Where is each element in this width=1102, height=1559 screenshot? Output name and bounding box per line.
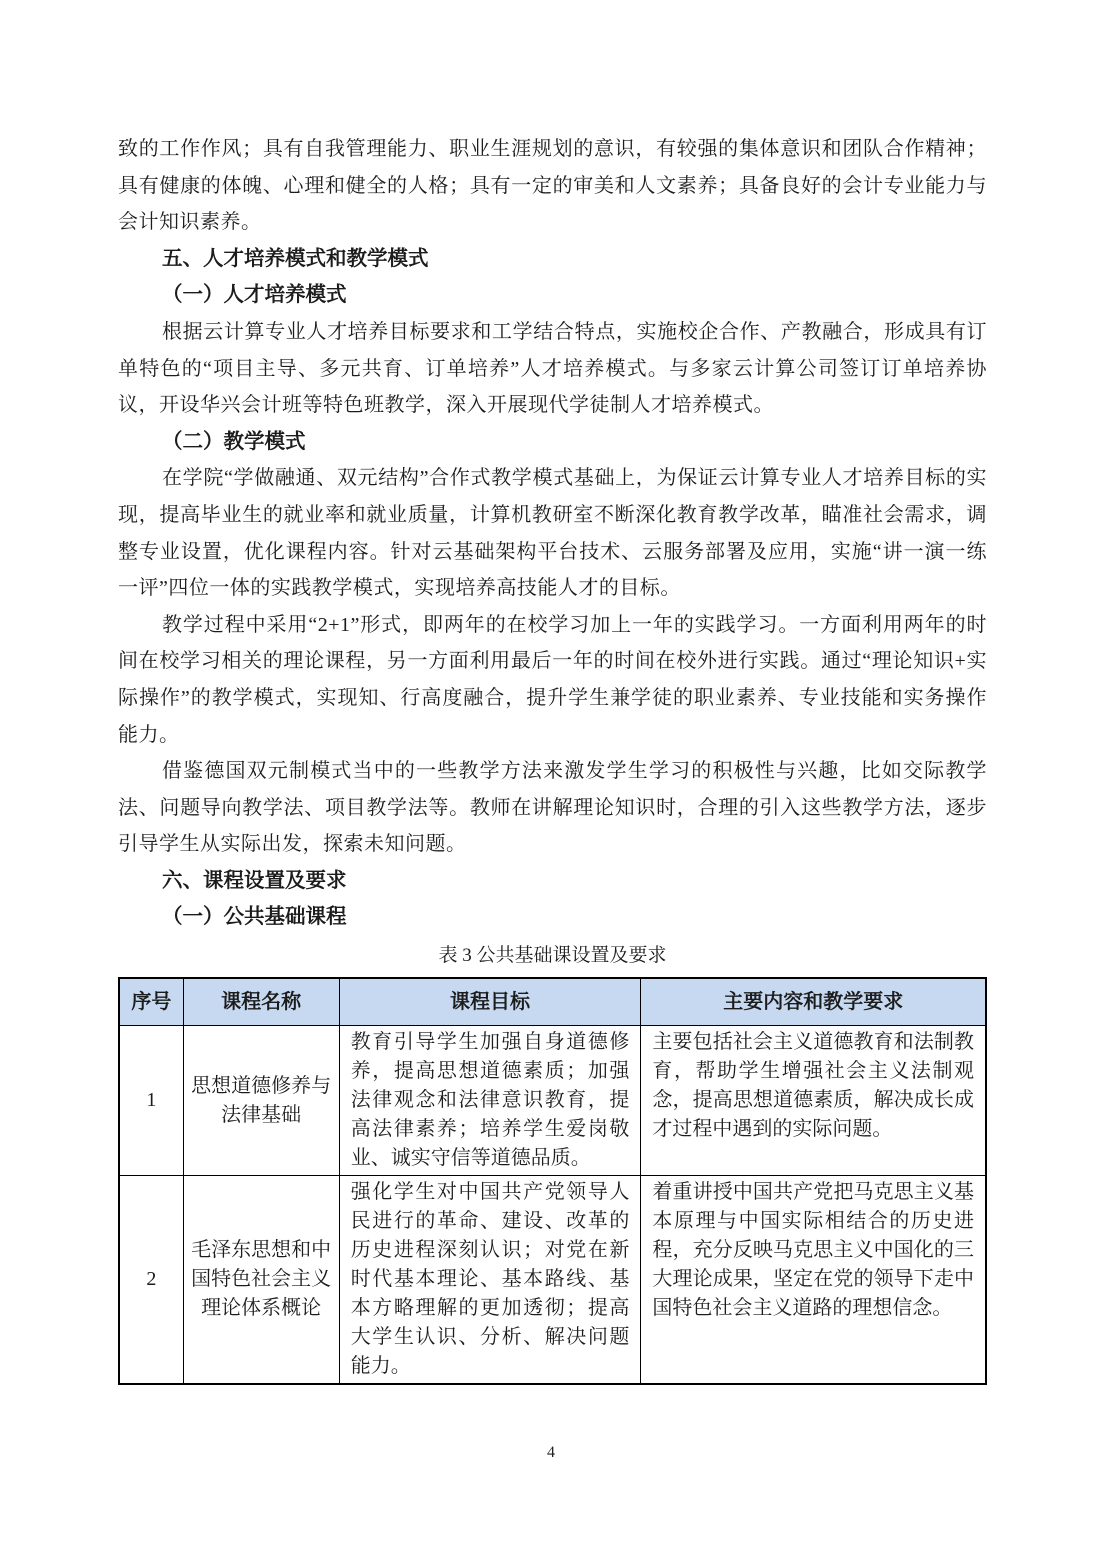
heading-5-1-talent-model: （一）人才培养模式 [162,284,347,307]
heading-section-5: 五、人才培养模式和教学模式 [162,247,429,270]
paragraph-continuation: 致的工作作风；具有自我管理能力、职业生涯规划的意识，有较强的集体意识和团队合作精神；具有健康的体魄、心理和健全的人格；具有一定的审美和人文素养；具备良好的会计专业能力与会计知识素养。 [118,138,987,234]
page-number: 4 [547,1444,555,1461]
cell-row1-number: 1 [119,1026,183,1176]
cell-row1-requirements: 主要包括社会主义道德教育和法制教育，帮助学生增强社会主义法制观念，提高思想道德素质，解决成长成才过程中遇到的实际问题。 [641,1026,986,1176]
cell-row2-requirements: 着重讲授中国共产党把马克思主义基本原理与中国实际相结合的历史进程，充分反映马克思主义中国化的三大理论成果，坚定在党的领导下走中国特色社会主义道路的理想信念。 [641,1176,986,1385]
paragraph-teaching-mode-3: 借鉴德国双元制模式当中的一些教学方法来激发学生学习的积极性与兴趣，比如交际教学法、问题导向教学法、项目教学法等。教师在讲解理论知识时，合理的引入这些教学方法，逐步引导学生从实际出发，探索未知问题。 [118,760,987,856]
cell-row1-course-name: 思想道德修养与法律基础 [183,1026,339,1176]
col-header-content-requirements: 主要内容和教学要求 [641,978,986,1026]
cell-row2-course-name: 毛泽东思想和中国特色社会主义理论体系概论 [183,1176,339,1385]
col-header-course-objectives: 课程目标 [339,978,641,1026]
heading-5-2-teaching-mode: （二）教学模式 [162,430,306,453]
heading-6-1-public-basic-courses: （一）公共基础课程 [162,906,347,929]
page-content [118,131,987,1385]
paragraph-teaching-mode-2: 教学过程中采用“2+1”形式，即两年的在校学习加上一年的实践学习。一方面利用两年的时间在校学习相关的理论课程，另一方面利用最后一年的时间在校外进行实践。通过“理论知识+实际操作”的教学模式，实现知、行高度融合，提升学生兼学徒的职业素养、专业技能和实务操作能力。 [118,613,987,746]
paragraph-teaching-mode-1: 在学院“学做融通、双元结构”合作式教学模式基础上，为保证云计算专业人才培养目标的实现，提高毕业生的就业率和就业质量，计算机教研室不断深化教育教学改革，瞄准社会需求，调整专业设置，优化课程内容。针对云基础架构平台技术、云服务部署及应用，实施“讲一演一练一评”四位一体的实践教学模式，实现培养高技能人才的目标。 [118,467,987,600]
cell-row1-objectives: 教育引导学生加强自身道德修养，提高思想道德素质；加强法律观念和法律意识教育，提高法律素养；培养学生爱岗敬业、诚实守信等道德品质。 [339,1026,641,1176]
table-header-row [119,978,986,1026]
paragraph-talent-model: 根据云计算专业人才培养目标要求和工学结合特点，实施校企合作、产教融合，形成具有订单特色的“项目主导、多元共育、订单培养”人才培养模式。与多家云计算公司签订订单培养协议，开设华兴会计班等特色班教学，深入开展现代学徒制人才培养模式。 [118,320,987,417]
public-basic-courses-table [118,977,987,1385]
col-header-course-name: 课程名称 [183,978,339,1026]
col-header-number: 序号 [119,978,183,1026]
table-row [119,1026,986,1176]
heading-section-6: 六、课程设置及要求 [162,869,347,892]
cell-row2-number: 2 [119,1176,183,1385]
cell-row2-objectives: 强化学生对中国共产党领导人民进行的革命、建设、改革的历史进程深刻认识；对党在新时代基本理论、基本路线、基本方略理解的更加透彻；提高大学生认识、分析、解决问题能力。 [339,1176,641,1385]
table-row [119,1176,986,1385]
table-caption: 表 3 公共基础课设置及要求 [438,945,667,967]
